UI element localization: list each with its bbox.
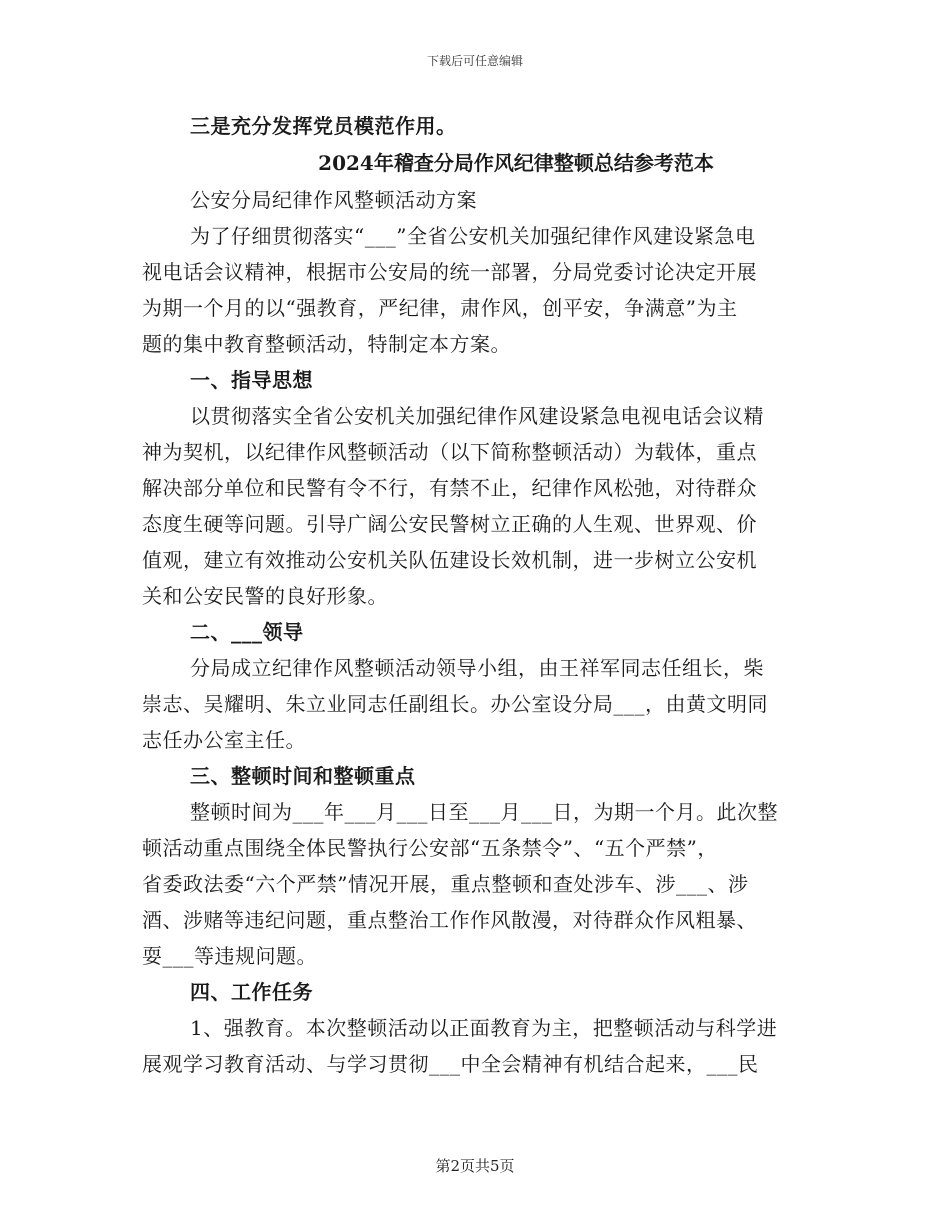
section4-paragraph <box>142 1010 810 1082</box>
paragraph-line: 题的集中教育整顿活动，特制定本方案。 <box>142 332 511 356</box>
paragraph-line: 神为契机，以纪律作风整顿活动（以下简称整顿活动）为载体，重点 <box>142 440 757 464</box>
paragraph-line: 关和公安民警的良好形象。 <box>142 584 388 608</box>
paragraph-line: 值观，建立有效推动公安机关队伍建设长效机制，进一步树立公安机 <box>142 548 757 572</box>
section-heading-leadership: 二、___领导 <box>190 620 304 644</box>
document-title: 2024年稽查分局作风纪律整顿总结参考范本 <box>318 151 714 175</box>
paragraph-line: 视电话会议精神，根据市公安局的统一部署，分局党委讨论决定开展 <box>142 260 757 284</box>
paragraph-line: 为了仔细贯彻落实“___”全省公安机关加强纪律作风建设紧急电 <box>190 224 756 248</box>
paragraph-line: 顿活动重点围绕全体民警执行公安部“五条禁令”、“五个严禁”， <box>142 836 718 860</box>
paragraph-line: 崇志、吴耀明、朱立业同志任副组长。办公室设分局___，由黄文明同 <box>142 692 768 716</box>
paragraph-line: 为期一个月的以“强教育，严纪律，肃作风，创平安，争满意”为主 <box>142 296 738 320</box>
section-heading-tasks: 四、工作任务 <box>190 980 313 1004</box>
paragraph-line: 解决部分单位和民警有令不行，有禁不止，纪律作风松弛，对待群众 <box>142 476 757 500</box>
section-heading-guiding-thought: 一、指导思想 <box>190 368 313 392</box>
page-header-note: 下载后可任意编辑 <box>426 54 523 68</box>
paragraph-line: 以贯彻落实全省公安机关加强纪律作风建设紧急电视电话会议精 <box>190 404 764 428</box>
document-subtitle: 公安分局纪律作风整顿活动方案 <box>190 188 477 212</box>
paragraph-line: 分局成立纪律作风整顿活动领导小组，由王祥军同志任组长，柴 <box>190 656 764 680</box>
paragraph-line: 态度生硬等问题。引导广阔公安民警树立正确的人生观、世界观、价 <box>142 512 757 536</box>
section-heading-timing: 三、整顿时间和整顿重点 <box>190 764 416 788</box>
intro-paragraph <box>142 218 810 362</box>
paragraph-line: 耍___等违规问题。 <box>142 944 317 968</box>
document-body <box>142 108 810 1082</box>
paragraph-line: 志任办公室主任。 <box>142 728 306 752</box>
section2-paragraph <box>142 650 810 758</box>
page-number: 第2页共5页 <box>435 1157 515 1175</box>
paragraph-line: 整顿时间为___年___月___日至___月___日，为期一个月。此次整 <box>190 800 778 824</box>
paragraph-line: 省委政法委“六个严禁”情况开展，重点整顿和查处涉车、涉___、涉 <box>142 872 749 896</box>
paragraph-line: 1、强教育。本次整顿活动以正面教育为主，把整顿活动与科学进 <box>190 1016 778 1040</box>
section3-paragraph <box>142 794 810 974</box>
section1-paragraph <box>142 398 810 614</box>
paragraph-line: 展观学习教育活动、与学习贯彻___中全会精神有机结合起来，___民 <box>142 1052 759 1076</box>
lead-line: 三是充分发挥党员模范作用。 <box>190 114 457 138</box>
paragraph-line: 酒、涉赌等违纪问题，重点整治工作作风散漫，对待群众作风粗暴、 <box>142 908 757 932</box>
